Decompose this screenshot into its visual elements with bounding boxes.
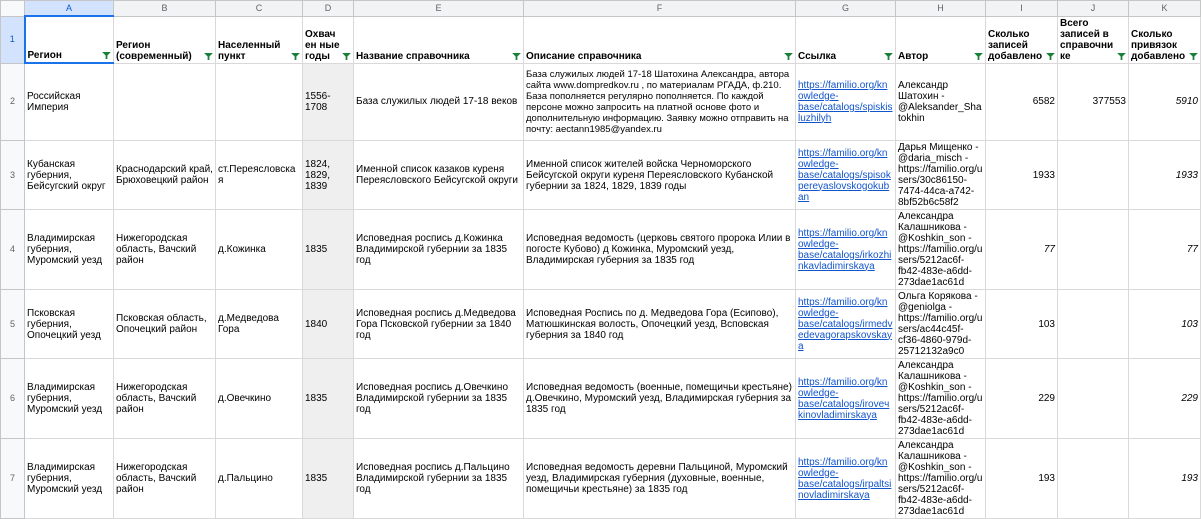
column-letter-c[interactable]: C xyxy=(216,1,303,17)
cell-links-added[interactable]: 5910 xyxy=(1129,63,1201,141)
cell-region[interactable]: Российская Империя xyxy=(25,63,114,141)
cell-author[interactable]: Александра Калашникова - @Koshkin_son - https://familio.org/users/5212ac6f-fb42-483e-a6dd-273dae1ac61d xyxy=(896,439,986,519)
cell-region[interactable]: Псковская губерния, Опочецкий уезд xyxy=(25,290,114,359)
cell-author[interactable]: Дарья Мищенко - @daria_misch - https://familio.org/users/30c86150-7474-44ca-a742-8bf52b6c58f2 xyxy=(896,141,986,210)
column-header-row xyxy=(1,1,1201,17)
header-author[interactable] xyxy=(896,16,986,63)
header-label: Сколько записей добавлено xyxy=(988,28,1043,62)
cell-catalog-description[interactable]: Исповедная ведомость (церковь святого пророка Илии в погосте Кубово) д Кожинка, Муромский уезд, Владимирская губерния за 1835 год xyxy=(524,210,796,290)
filter-icon[interactable] xyxy=(1189,53,1198,60)
cell-link[interactable]: https://familio.org/knowledge-base/catalogs/spisokpereyaslovskogokuban xyxy=(796,141,896,210)
cell-region[interactable]: Кубанская губерния, Бейсугский округ xyxy=(25,141,114,210)
cell-catalog-name[interactable]: Исповедная роспись д.Пальцино Владимирской губернии за 1835 год xyxy=(354,439,524,519)
cell-records-added[interactable]: 103 xyxy=(986,290,1058,359)
header-label: Населенный пункт xyxy=(218,39,281,62)
header-label: Всего записей в справочнике xyxy=(1060,17,1114,62)
cell-links-added[interactable]: 193 xyxy=(1129,439,1201,519)
column-letter-e[interactable]: E xyxy=(354,1,524,17)
cell-settlement[interactable]: д.Пальцино xyxy=(216,439,303,519)
cell-region[interactable]: Владимирская губерния, Муромский уезд xyxy=(25,439,114,519)
cell-records-total[interactable] xyxy=(1058,290,1129,359)
column-letter-i[interactable]: I xyxy=(986,1,1058,17)
row-number[interactable]: 2 xyxy=(1,63,25,141)
table-row xyxy=(1,359,1201,439)
filter-icon[interactable] xyxy=(291,53,300,60)
cell-catalog-name[interactable]: Исповедная роспись д.Овечкино Владимирской губернии за 1835 год xyxy=(354,359,524,439)
filter-icon[interactable] xyxy=(974,53,983,60)
cell-link[interactable]: https://familio.org/knowledge-base/catalogs/irmedvedevagorapskovskaya xyxy=(796,290,896,359)
table-row xyxy=(1,63,1201,141)
column-letter-k[interactable]: K xyxy=(1129,1,1201,17)
header-region-modern[interactable] xyxy=(114,16,216,63)
cell-links-added[interactable]: 77 xyxy=(1129,210,1201,290)
cell-region-modern[interactable]: Нижегородская область, Вачский район xyxy=(114,210,216,290)
cell-records-total[interactable] xyxy=(1058,141,1129,210)
column-letter-a[interactable]: A xyxy=(25,1,114,17)
cell-links-added[interactable]: 1933 xyxy=(1129,141,1201,210)
row-number[interactable]: 7 xyxy=(1,439,25,519)
table-row xyxy=(1,210,1201,290)
header-catalog-description[interactable] xyxy=(524,16,796,63)
cell-links-added[interactable]: 229 xyxy=(1129,359,1201,439)
cell-records-added[interactable]: 1933 xyxy=(986,141,1058,210)
table-row xyxy=(1,439,1201,519)
cell-region-modern[interactable]: Краснодарский край, Брюховецкий район xyxy=(114,141,216,210)
select-all-corner[interactable] xyxy=(1,1,25,17)
cell-catalog-description[interactable]: Именной список жителей войска Черноморского Бейсугской округи куреня Переясловского Кубанской губернии за 1824, 1829, 1839 годы xyxy=(524,141,796,210)
cell-settlement[interactable]: д.Медведова Гора xyxy=(216,290,303,359)
column-letter-j[interactable]: J xyxy=(1058,1,1129,17)
row-number[interactable]: 4 xyxy=(1,210,25,290)
column-letter-d[interactable]: D xyxy=(303,1,354,17)
cell-catalog-name[interactable]: Именной список казаков куреня Переясловского Бейсугской округи xyxy=(354,141,524,210)
cell-region-modern[interactable] xyxy=(114,63,216,141)
header-label: Охвачен ные годы xyxy=(305,28,340,62)
cell-region[interactable]: Владимирская губерния, Муромский уезд xyxy=(25,210,114,290)
filter-icon[interactable] xyxy=(512,53,521,60)
header-label: Ссылка xyxy=(798,50,837,62)
table-row xyxy=(1,290,1201,359)
cell-catalog-name[interactable]: Исповедная роспись д.Кожинка Владимирской губернии за 1835 год xyxy=(354,210,524,290)
cell-years[interactable]: 1840 xyxy=(303,290,354,359)
cell-region-modern[interactable]: Псковская область, Опочецкий район xyxy=(114,290,216,359)
row-number[interactable]: 3 xyxy=(1,141,25,210)
cell-records-added[interactable]: 6582 xyxy=(986,63,1058,141)
filter-icon[interactable] xyxy=(884,53,893,60)
header-records-total[interactable] xyxy=(1058,16,1129,63)
cell-author[interactable]: Александра Калашникова - @Koshkin_son - https://familio.org/users/5212ac6f-fb42-483e-a6dd-273dae1ac61d xyxy=(896,359,986,439)
header-links-added[interactable] xyxy=(1129,16,1201,63)
cell-years[interactable]: 1556-1708 xyxy=(303,63,354,141)
filter-icon[interactable] xyxy=(784,53,793,60)
filter-icon[interactable] xyxy=(342,53,351,60)
header-label: Регион (современный) xyxy=(116,39,192,62)
cell-records-total[interactable] xyxy=(1058,359,1129,439)
header-region[interactable] xyxy=(25,16,114,63)
cell-records-total[interactable] xyxy=(1058,210,1129,290)
header-catalog-name[interactable] xyxy=(354,16,524,63)
filter-icon[interactable] xyxy=(204,53,213,60)
row-number[interactable]: 5 xyxy=(1,290,25,359)
cell-catalog-name[interactable]: База служилых людей 17-18 веков xyxy=(354,63,524,141)
cell-catalog-description[interactable]: Исповедная Роспись по д. Медведова Гора (Есипово), Матюшкинская волость, Опочецкий уезд, Всповская губерния за 1840 год xyxy=(524,290,796,359)
column-letter-g[interactable]: G xyxy=(796,1,896,17)
cell-catalog-description[interactable]: База служилых людей 17-18 Шатохина Александра, автора сайта www.dompredkov.ru , по материалам РГАДА, ф.210. База пополняется регулярно пополняется. По каждой персоне можно запросить на платной основе фото и дополнительную информацию. Заявку можно отправить на почту: aectann1985@yandex.ru xyxy=(524,63,796,141)
cell-catalog-description[interactable]: Исповедная ведомость деревни Пальциной, Муромский уезд, Владимирская губерния (духовные, военные, помещичьи крестьяне) за 1835 год xyxy=(524,439,796,519)
header-years[interactable] xyxy=(303,16,354,63)
cell-region-modern[interactable]: Нижегородская область, Вачский район xyxy=(114,359,216,439)
column-letter-f[interactable]: F xyxy=(524,1,796,17)
cell-link[interactable]: https://familio.org/knowledge-base/catalogs/iroveчkinovladimirskaya xyxy=(796,359,896,439)
cell-author[interactable]: Александр Шатохин - @Aleksander_Shatokhin xyxy=(896,63,986,141)
header-label: Автор xyxy=(898,50,929,62)
column-letter-b[interactable]: B xyxy=(114,1,216,17)
cell-region-modern[interactable]: Нижегородская область, Вачский район xyxy=(114,439,216,519)
cell-years[interactable]: 1835 xyxy=(303,439,354,519)
cell-years[interactable]: 1835 xyxy=(303,210,354,290)
cell-settlement[interactable]: д.Овечкино xyxy=(216,359,303,439)
header-link[interactable] xyxy=(796,16,896,63)
header-label: Описание справочника xyxy=(526,50,642,62)
cell-region[interactable]: Владимирская губерния, Муромский уезд xyxy=(25,359,114,439)
filter-icon[interactable] xyxy=(1046,53,1055,60)
cell-records-total[interactable]: 377553 xyxy=(1058,63,1129,141)
filter-icon[interactable] xyxy=(1117,53,1126,60)
table-row xyxy=(1,141,1201,210)
cell-link[interactable]: https://familio.org/knowledge-base/catalogs/irkozhinkavladimirskaya xyxy=(796,210,896,290)
cell-author[interactable]: Ольга Корякова - @geniolga - https://familio.org/users/ac44c45f-cf36-4860-979d-25712132a9c0 xyxy=(896,290,986,359)
cell-years[interactable]: 1835 xyxy=(303,359,354,439)
filter-icon[interactable] xyxy=(102,52,111,59)
cell-records-added[interactable]: 229 xyxy=(986,359,1058,439)
row-number[interactable]: 1 xyxy=(1,16,25,63)
column-letter-h[interactable]: H xyxy=(896,1,986,17)
cell-links-added[interactable]: 103 xyxy=(1129,290,1201,359)
cell-catalog-description[interactable]: Исповедная ведомость (военные, помещичьи крестьяне) д.Овечкино, Муромский уезд, Владимирская губерния за 1835 год xyxy=(524,359,796,439)
cell-settlement[interactable]: д.Кожинка xyxy=(216,210,303,290)
row-number[interactable]: 6 xyxy=(1,359,25,439)
cell-years[interactable]: 1824, 1829, 1839 xyxy=(303,141,354,210)
cell-catalog-name[interactable]: Исповедная роспись д.Медведова Гора Псковской губернии за 1840 год xyxy=(354,290,524,359)
cell-records-added[interactable]: 193 xyxy=(986,439,1058,519)
cell-records-added[interactable]: 77 xyxy=(986,210,1058,290)
cell-settlement[interactable]: ст.Переясловская xyxy=(216,141,303,210)
cell-records-total[interactable] xyxy=(1058,439,1129,519)
header-settlement[interactable] xyxy=(216,16,303,63)
header-label: Название справочника xyxy=(356,50,470,62)
header-row xyxy=(1,16,1201,63)
header-label: Регион xyxy=(27,50,62,61)
header-label: Сколько привязок добавлено xyxy=(1131,28,1186,62)
cell-link[interactable]: https://familio.org/knowledge-base/catalogs/spiskisluzhilyh xyxy=(796,63,896,141)
cell-link[interactable]: https://familio.org/knowledge-base/catalogs/irpaltsinovladimirskaya xyxy=(796,439,896,519)
header-records-added[interactable] xyxy=(986,16,1058,63)
cell-settlement[interactable] xyxy=(216,63,303,141)
cell-author[interactable]: Александра Калашникова - @Koshkin_son - https://familio.org/users/5212ac6f-fb42-483e-a6dd-273dae1ac61d xyxy=(896,210,986,290)
